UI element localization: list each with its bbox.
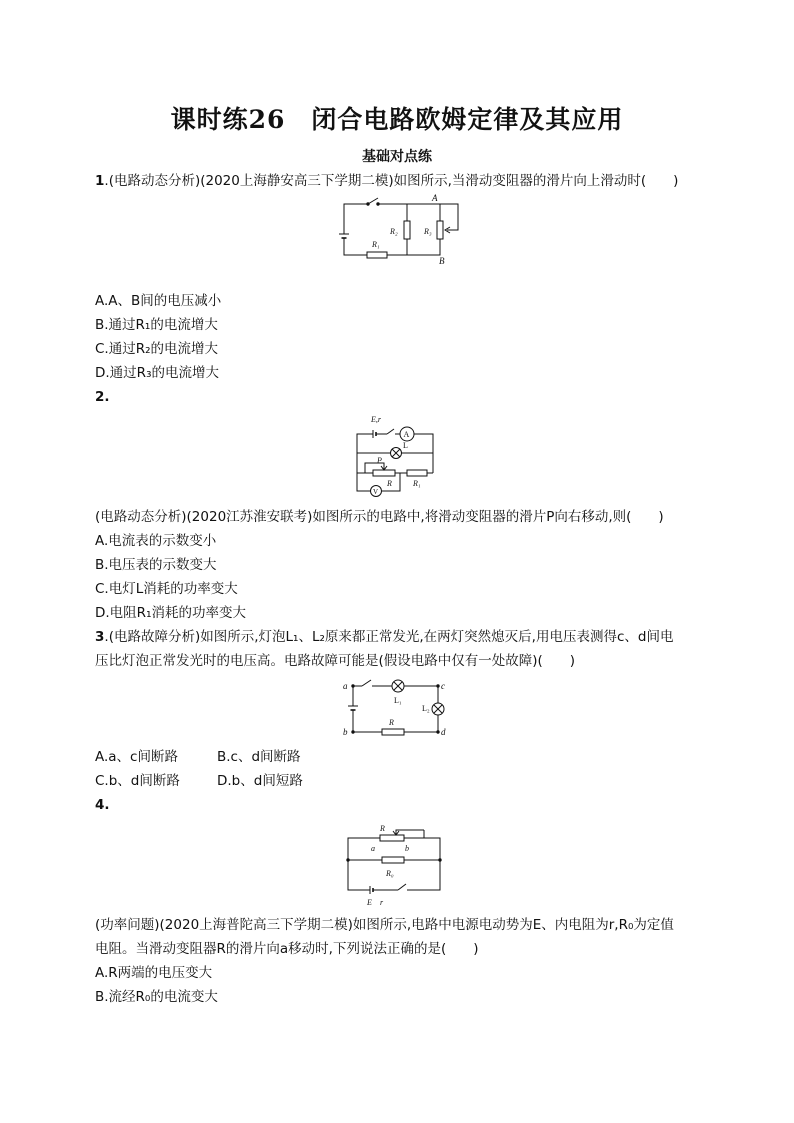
q1-wire-left-top: [344, 204, 368, 234]
q3-label-d: d: [441, 727, 446, 737]
q1-label-a: A: [432, 193, 438, 203]
section-title: 基础对点练: [362, 149, 432, 165]
q4-stem-line1: (功率问题)(2020上海普陀高三下学期二模)如图所示,电路中电源电动势为E、内电阻为r,R₀为定值: [95, 917, 674, 933]
q3-number: 3: [95, 629, 105, 645]
q3-options-row1: [95, 748, 301, 766]
q1-option-b: B.通过R₁的电流增大: [95, 317, 218, 333]
q3-option-a: A.a、c间断路: [95, 749, 178, 765]
q2-label-lamp: L: [403, 441, 408, 450]
q4-dot: .: [104, 797, 110, 813]
q3-stem-line1: [95, 628, 673, 646]
q3-stem-line2: 压比灯泡正常发光时的电压高。电路故障可能是(假设电路中仅有一处故障)( ): [95, 653, 576, 669]
q3-label-l1: L₁: [394, 696, 402, 705]
q4-label-a: a: [371, 844, 375, 853]
page-title: 课时练26 闭合电路欧姆定律及其应用: [170, 105, 624, 134]
q1-resistor-r1: [367, 252, 387, 258]
q2-label-r: R: [387, 479, 392, 488]
q4-option-b: B.流经R₀的电流变大: [95, 989, 218, 1005]
q3-switch: [362, 680, 371, 686]
q3-option-d: D.b、d间短路: [217, 773, 303, 789]
q1-label-r1: R₁: [372, 240, 380, 249]
q2-rheostat: [373, 470, 395, 476]
q2-label-r1: R₁: [413, 479, 421, 488]
q4-circuit-diagram: [340, 816, 450, 911]
q2-circuit-diagram: [345, 408, 445, 498]
q1-resistor-r3: [437, 221, 443, 239]
q4-slider-wire: [396, 830, 424, 834]
q2-label-voltmeter: V: [373, 488, 379, 496]
q1-option-a: A.A、B间的电压减小: [95, 293, 222, 309]
q3-resistor-r: [382, 729, 404, 735]
q1-switch: [368, 198, 378, 204]
q3-label-b: b: [343, 727, 348, 737]
q4-option-a: A.R两端的电压变大: [95, 965, 213, 981]
q3-circuit-diagram: [338, 672, 458, 742]
q2-label-ammeter: A: [403, 430, 410, 439]
q2-resistor-r1: [407, 470, 427, 476]
q2-option-b: B.电压表的示数变大: [95, 557, 217, 573]
q4-resistor-r0: [382, 857, 404, 863]
q3-label-a: a: [343, 681, 348, 691]
q3-options-row2: [95, 772, 303, 790]
q4-rheostat: [380, 835, 404, 841]
q2-switch: [387, 429, 394, 434]
q3-label-l2: L₂: [422, 704, 430, 713]
q4-label-e: E: [367, 898, 372, 907]
q2-dot: .: [104, 389, 110, 405]
q1-label-b: B: [439, 256, 445, 265]
q3-option-c: C.b、d间断路: [95, 773, 180, 789]
q4-label-r: R: [380, 824, 385, 833]
q2-number-line: [95, 388, 110, 406]
q4-number-line: [95, 796, 110, 814]
q1-stem: [95, 172, 678, 190]
q1-circuit-diagram: [330, 190, 470, 265]
q1-resistor-r2: [404, 221, 410, 239]
q3-stem-text: .(电路故障分析)如图所示,灯泡L₁、L₂原来都正常发光,在两灯突然熄灭后,用电压表测得c、d间电: [104, 629, 674, 645]
q1-option-d: D.通过R₃的电流增大: [95, 365, 219, 381]
q1-label-r3: R₃: [424, 227, 432, 236]
q1-number: 1: [95, 173, 105, 189]
q3-label-r: R: [389, 718, 394, 727]
q4-stem-line2: 电阻。当滑动变阻器R的滑片向a移动时,下列说法正确的是( ): [95, 941, 479, 957]
q1-label-r2: R₂: [390, 227, 398, 236]
q1-stem-text: .(电路动态分析)(2020上海静安高三下学期二模)如图所示,当滑动变阻器的滑片向上滑动时( ): [104, 173, 679, 189]
q1-option-c: C.通过R₂的电流增大: [95, 341, 219, 357]
q2-option-d: D.电阻R₁消耗的功率变大: [95, 605, 246, 621]
q2-number: 2: [95, 389, 105, 405]
q4-switch: [398, 884, 406, 890]
q2-option-a: A.电流表的示数变小: [95, 533, 217, 549]
q2-label-er: E,r: [371, 415, 381, 424]
q4-label-r0: R₀: [386, 869, 394, 878]
q3-label-c: c: [441, 681, 445, 691]
q2-stem: (电路动态分析)(2020江苏淮安联考)如图所示的电路中,将滑动变阻器的滑片P向右移动,则( ): [95, 509, 664, 525]
q2-label-p: P: [377, 456, 382, 465]
q4-label-b: b: [405, 844, 409, 853]
q2-option-c: C.电灯L消耗的功率变大: [95, 581, 238, 597]
q4-label-internal-r: r: [380, 898, 384, 907]
q3-option-b: B.c、d间断路: [217, 749, 301, 765]
q4-number: 4: [95, 797, 105, 813]
